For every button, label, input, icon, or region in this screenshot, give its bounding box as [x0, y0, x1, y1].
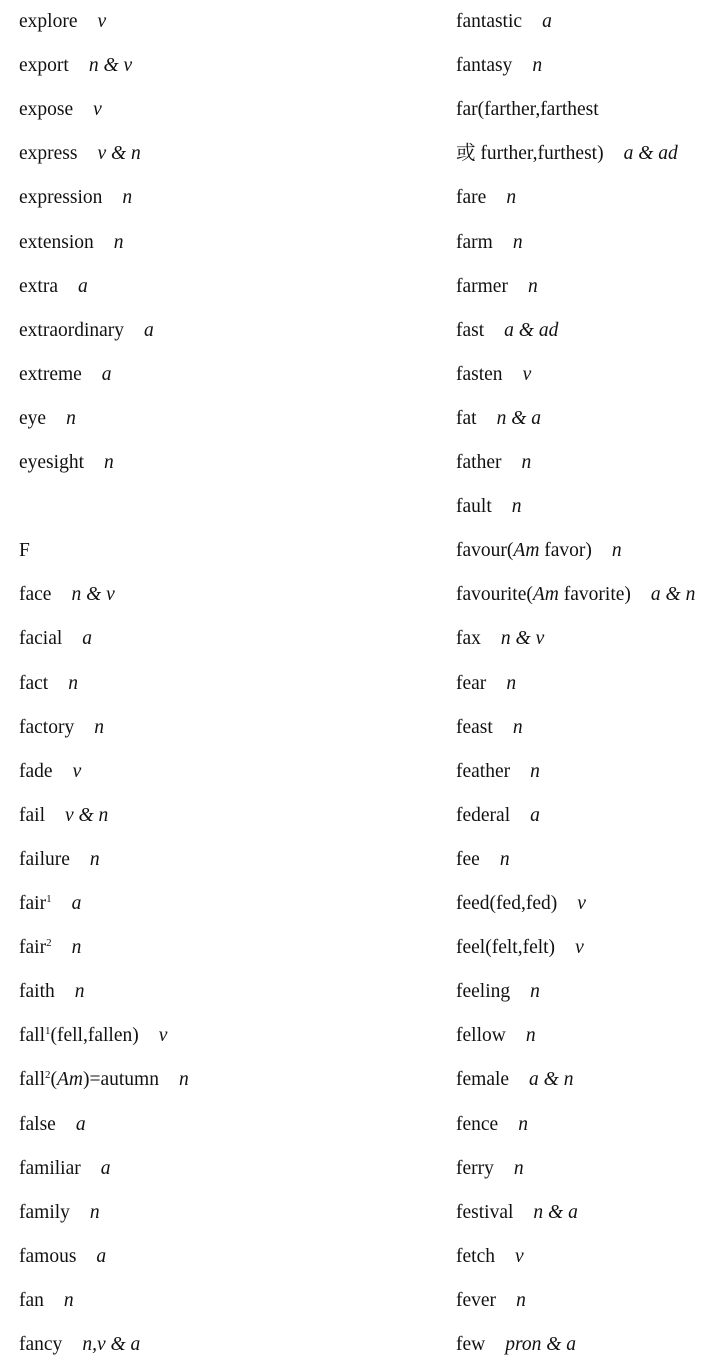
vocab-entry	[19, 142, 141, 166]
vocab-entry	[456, 54, 542, 78]
headword-note: (fell,fallen)	[50, 1025, 139, 1047]
part-of-speech: a & n	[650, 584, 696, 606]
vocab-entry	[19, 980, 84, 1004]
headword: fan	[19, 1289, 44, 1311]
part-of-speech: v	[514, 1245, 524, 1267]
headword: fantastic	[456, 11, 523, 32]
part-of-speech: v & n	[97, 143, 141, 165]
headword-note: )=autumn	[82, 1069, 159, 1091]
part-of-speech: n	[178, 1069, 189, 1091]
part-of-speech: n	[66, 407, 76, 429]
part-of-speech: a & ad	[504, 319, 559, 341]
headword: far(farther,farthest	[456, 99, 599, 121]
part-of-speech: n	[74, 981, 85, 1003]
vocab-entry	[456, 495, 521, 519]
vocab-entry	[456, 1333, 576, 1357]
vocab-entry	[19, 54, 132, 78]
vocab-entry	[19, 804, 108, 828]
vocab-entry	[456, 451, 531, 475]
vocab-entry	[456, 231, 523, 255]
headword: expression	[19, 187, 103, 209]
part-of-speech: a & n	[529, 1069, 574, 1091]
vocab-entry	[19, 672, 78, 696]
part-of-speech: v & n	[64, 804, 109, 826]
part-of-speech: n & a	[496, 407, 541, 429]
vocab-entry	[456, 804, 540, 828]
headword: export	[19, 55, 69, 77]
vocab-entry	[19, 892, 81, 916]
vocab-entry	[19, 231, 123, 255]
part-of-speech: a	[101, 363, 112, 385]
vocab-entry	[456, 583, 695, 607]
part-of-speech: a	[542, 11, 552, 32]
headword: fence	[456, 1113, 499, 1135]
headword-note: favorite)	[558, 584, 631, 606]
vocab-entry	[456, 760, 540, 784]
sense-number: 2	[46, 937, 52, 950]
part-of-speech: n	[506, 672, 517, 694]
headword: festival	[456, 1201, 514, 1223]
part-of-speech: n	[89, 1201, 100, 1223]
vocab-entry	[456, 672, 516, 696]
vocab-entry	[19, 10, 106, 34]
vocab-entry	[19, 1068, 189, 1092]
headword: fee	[456, 848, 480, 870]
vocab-entry	[456, 1068, 573, 1092]
vocab-entry	[456, 1157, 524, 1181]
headword: extreme	[19, 363, 82, 385]
headword: express	[19, 143, 78, 165]
vocab-entry	[456, 407, 541, 431]
variant-label: Am	[56, 1069, 83, 1091]
part-of-speech: v	[575, 937, 584, 959]
vocab-entry	[19, 848, 100, 872]
vocab-entry	[19, 1333, 140, 1357]
vocab-entry	[456, 98, 599, 122]
vocab-entry	[19, 1024, 167, 1048]
headword: fair	[19, 937, 47, 959]
vocab-entry	[19, 1245, 106, 1269]
vocab-entry	[456, 275, 538, 299]
vocab-entry	[19, 1201, 100, 1225]
headword: father	[456, 452, 502, 473]
vocab-entry	[456, 363, 531, 387]
headword: fair	[19, 893, 47, 914]
vocab-entry	[456, 936, 584, 960]
vocab-entry	[19, 363, 112, 387]
vocab-entry	[456, 186, 516, 210]
part-of-speech: v	[522, 363, 532, 385]
vocab-entry	[19, 583, 115, 607]
part-of-speech: n	[532, 55, 543, 77]
headword: fantasy	[456, 55, 513, 77]
headword: famous	[19, 1245, 77, 1267]
part-of-speech: v	[93, 99, 102, 121]
part-of-speech: a	[530, 804, 540, 826]
headword: fault	[456, 496, 492, 518]
vocab-entry	[456, 1201, 578, 1225]
headword-note: (	[506, 540, 514, 562]
vocab-entry	[19, 936, 81, 960]
headword-note: (	[50, 1069, 57, 1091]
headword: ferry	[456, 1157, 494, 1179]
part-of-speech: v	[577, 893, 586, 914]
part-of-speech: a	[75, 1113, 86, 1135]
vocab-entry	[19, 98, 102, 122]
vocab-entry	[19, 451, 114, 475]
part-of-speech: a	[144, 319, 154, 341]
headword: F	[19, 540, 30, 562]
vocab-entry	[19, 1157, 110, 1181]
part-of-speech: a & ad	[623, 143, 678, 165]
part-of-speech: n	[94, 716, 104, 738]
headword: feed(fed,fed)	[456, 893, 558, 914]
headword: fetch	[456, 1245, 495, 1267]
vocab-entry	[19, 319, 154, 343]
headword: failure	[19, 848, 70, 870]
part-of-speech: n	[89, 848, 100, 870]
part-of-speech: v	[97, 11, 107, 32]
headword: fax	[456, 628, 481, 650]
part-of-speech: a	[96, 1245, 107, 1267]
part-of-speech: n	[103, 452, 114, 473]
part-of-speech: n	[516, 1289, 526, 1311]
part-of-speech: n	[63, 1289, 74, 1311]
vocab-entry	[456, 1024, 536, 1048]
part-of-speech: n & v	[500, 628, 545, 650]
headword: fast	[456, 319, 485, 341]
headword: fear	[456, 672, 487, 694]
vocab-entry	[19, 716, 104, 740]
headword: farmer	[456, 275, 508, 297]
headword: extra	[19, 275, 58, 297]
headword: facial	[19, 628, 63, 650]
part-of-speech: n	[511, 496, 522, 518]
part-of-speech: n,v & a	[82, 1334, 141, 1355]
headword: face	[19, 584, 52, 606]
headword: eyesight	[19, 452, 84, 473]
headword: favour	[456, 540, 507, 562]
headword: farm	[456, 231, 493, 253]
vocab-entry	[456, 848, 510, 872]
vocab-entry	[456, 1245, 524, 1269]
headword: few	[456, 1334, 486, 1355]
part-of-speech: n	[68, 672, 78, 694]
part-of-speech: pron & a	[505, 1334, 577, 1355]
part-of-speech: n	[525, 1025, 536, 1047]
vocab-entry	[456, 142, 678, 166]
vocab-entry	[456, 10, 552, 34]
part-of-speech: a	[77, 275, 88, 297]
headword: false	[19, 1113, 56, 1135]
headword: expose	[19, 99, 74, 121]
headword: family	[19, 1201, 70, 1223]
sense-number: 1	[44, 1025, 51, 1038]
headword: eye	[19, 407, 47, 429]
headword: familiar	[19, 1157, 81, 1179]
part-of-speech: n & a	[533, 1201, 578, 1223]
headword: feeling	[456, 981, 511, 1003]
headword: fact	[19, 672, 49, 694]
headword: extraordinary	[19, 319, 125, 341]
headword: fasten	[456, 363, 503, 385]
headword: 或 further,furthest)	[456, 143, 604, 165]
part-of-speech: v	[72, 760, 82, 782]
part-of-speech: n	[499, 848, 510, 870]
vocab-entry	[456, 627, 544, 651]
headword-note: (	[526, 584, 533, 606]
part-of-speech: n	[518, 1113, 528, 1135]
part-of-speech: n	[513, 1157, 524, 1179]
vocab-entry	[19, 760, 81, 784]
part-of-speech: a	[71, 893, 82, 914]
part-of-speech: v	[158, 1025, 168, 1047]
part-of-speech: n	[122, 187, 133, 209]
headword: faith	[19, 981, 55, 1003]
headword: feather	[456, 760, 511, 782]
part-of-speech: n & v	[71, 584, 115, 606]
vocab-entry	[456, 1113, 528, 1137]
vocab-entry	[456, 319, 558, 343]
headword: fade	[19, 760, 53, 782]
headword: fat	[456, 407, 477, 429]
vocab-entry	[456, 1289, 526, 1313]
part-of-speech: n	[530, 760, 540, 782]
vocab-entry	[19, 1113, 86, 1137]
headword: fall	[19, 1025, 45, 1047]
headword: extension	[19, 231, 94, 253]
vocab-entry	[19, 186, 132, 210]
part-of-speech: n	[71, 937, 82, 959]
vocab-entry	[19, 539, 30, 563]
vocab-entry	[456, 716, 523, 740]
part-of-speech: n & v	[88, 55, 133, 77]
vocab-entry	[19, 275, 88, 299]
variant-label: Am	[532, 584, 559, 606]
part-of-speech: n	[113, 231, 124, 253]
headword: feel(felt,felt)	[456, 937, 556, 959]
headword: feast	[456, 716, 493, 738]
part-of-speech: a	[100, 1157, 111, 1179]
part-of-speech: n	[512, 231, 523, 253]
variant-label: Am	[513, 540, 540, 562]
part-of-speech: n	[611, 540, 622, 562]
vocab-entry	[456, 892, 586, 916]
headword: fancy	[19, 1334, 63, 1355]
headword: fail	[19, 804, 45, 826]
headword: fare	[456, 187, 487, 209]
part-of-speech: n	[521, 452, 532, 473]
vocab-entry	[19, 1289, 74, 1313]
headword: favourite	[456, 584, 527, 606]
vocab-entry	[19, 407, 76, 431]
headword: factory	[19, 716, 75, 738]
headword: explore	[19, 11, 78, 32]
headword: federal	[456, 804, 511, 826]
part-of-speech: n	[527, 275, 538, 297]
headword: female	[456, 1069, 510, 1091]
vocab-entry	[19, 627, 92, 651]
sense-number: 2	[44, 1069, 51, 1082]
sense-number: 1	[46, 893, 52, 905]
part-of-speech: a	[82, 628, 93, 650]
vocab-entry	[456, 980, 540, 1004]
part-of-speech: n	[530, 981, 540, 1003]
part-of-speech: n	[512, 716, 523, 738]
headword-note: favor)	[539, 540, 592, 562]
headword: fellow	[456, 1025, 506, 1047]
headword: fever	[456, 1289, 497, 1311]
part-of-speech: n	[506, 187, 517, 209]
vocab-entry	[456, 539, 622, 563]
headword: fall	[19, 1069, 45, 1091]
